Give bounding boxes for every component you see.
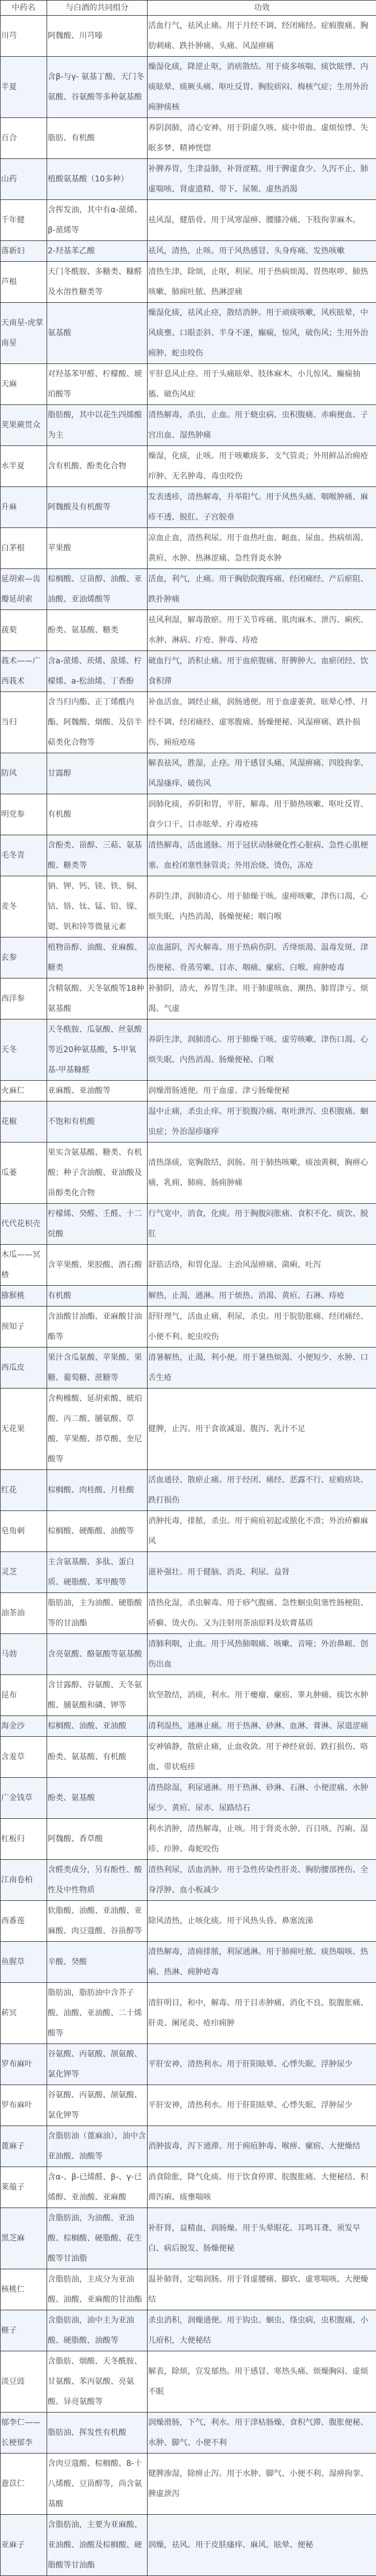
- components-cell: 甘露醇: [47, 753, 148, 794]
- components-cell: 脂肪、有机酸: [47, 118, 148, 159]
- header-effects: 功效: [148, 1, 376, 16]
- effects-cell: 清热利尿，活血消肿。用于急性传染性肝炎、胸肋腰部挫伤、全身浮肿、血小板减少: [148, 1860, 376, 1901]
- components-cell: 脂肪油，主为油酸、硬脂酸等的甘油酯: [47, 1593, 148, 1634]
- effects-cell: 清热涤痰，宽胸散结，润肠。用于肺热咳嗽，痰浊黄稠，胸痹心痛，乳痈、肺痈、肠痈肿痛: [148, 1143, 376, 1204]
- effects-cell: 软坚散结，消痰，利水。用于瘿瘤、瘰疬、睾丸肿痛、痰饮水肿: [148, 1675, 376, 1716]
- components-cell: 对羟基苯甲醛、柠檬酸、琥珀酸等: [47, 364, 148, 405]
- effects-cell: 祛风利湿，解毒散瘀。用于关节疼痛、肌肉麻木、泄泻、痢疾、水肿、淋病、疔疮、肿毒、痔疮: [148, 610, 376, 651]
- table-row: [1, 1307, 376, 1348]
- components-cell: 棕榈酸、豆甾醇、油酸、亚油酸、亚油烯酸等: [47, 569, 148, 610]
- effects-cell: 健脾，止泻。用于食欲减退、腹泻、乳汁不足: [148, 1389, 376, 1470]
- herb-name-cell: 白茅根: [1, 528, 47, 569]
- table-body: [1, 16, 376, 2576]
- effects-cell: 清热除湿，利尿通淋。用于热淋、砂淋、石淋、小便涩痛、水肿尿少、黄疸、尿赤、尿路结石: [148, 1778, 376, 1819]
- effects-cell: 燥湿化痰，祛风止痉，散结消肿。用于顽痰咳嗽，风疾眩晕，中风痰壅、口眼歪斜、半身不遂，癫痫，惊风，破伤风；生用外治痈肿、蛇虫咬伤: [148, 303, 376, 364]
- components-cell: 酚类、氨基酸、有机酸: [47, 1737, 148, 1778]
- table-row: [1, 978, 376, 1020]
- herb-name-cell: 水半夏: [1, 446, 47, 487]
- herb-name-cell: 核桃仁: [1, 2269, 47, 2310]
- components-cell: 含醛类成分，另有酚性、酸性及中性物质: [47, 1860, 148, 1901]
- table-row: [1, 1348, 376, 1389]
- components-cell: 脂肪油，脂肪油中含芥子酸、油酸、亚油酸、二十烯酸等: [47, 1983, 148, 2044]
- effects-cell: 清热生津，除烦，止呕，利尿。用于热病烦渴、胃热呕哕、肺热咳嗽、肺痈吐脓、热淋涩痛: [148, 262, 376, 303]
- effects-cell: 补肺阴，清火，养胃生津。用于肺虚咳血、潮热、肺胃津亏、烦渴、气虚: [148, 978, 376, 1020]
- herb-name-cell: 亚麻子: [1, 2515, 47, 2576]
- herb-name-cell: 天冬: [1, 1020, 47, 1081]
- table-row: [1, 753, 376, 794]
- effects-cell: 养阴润肺，清心安神。用于阴虚久咳、痰中带血、虚烦惊悸、失眠多梦、精神恍惚: [148, 118, 376, 159]
- header-row: [1, 1, 376, 16]
- herb-name-cell: 皂角刺: [1, 1511, 47, 1552]
- herb-name-cell: 延胡索—齿瓣延胡索: [1, 569, 47, 610]
- components-cell: 含脂肪油（蓖麻油），油中含亚油酸、油酸等: [47, 2126, 148, 2167]
- herb-name-cell: 山药: [1, 159, 47, 200]
- table-row: [1, 835, 376, 876]
- effects-cell: 清利湿热，通淋止痛。用于热淋、砂淋、血淋、膏淋、尿道涩痛: [148, 1716, 376, 1737]
- table-row: [1, 2351, 376, 2413]
- components-cell: 有机酸: [47, 1286, 148, 1307]
- effects-cell: 杀虫消积，润燥通便。用于钩虫、蛔虫、绦虫病，虫积腹痛，小儿疳积，大便秘结: [148, 2310, 376, 2351]
- herb-name-cell: 升麻: [1, 487, 47, 528]
- table-row: [1, 16, 376, 57]
- components-cell: 阿魏酸及有机酸等: [47, 487, 148, 528]
- components-cell: 植酸氨基酸（10多种）: [47, 159, 148, 200]
- effects-cell: 补血活血，调经止痛，润肠通便。用于血虚萎黄、眩晕心悸、月经不调、经闭痛经、虚寒腹痛、肠燥便秘、风湿痹痛、跌扑损伤、痈疽疮疡: [148, 692, 376, 753]
- herb-name-cell: 木瓜——冥楂: [1, 1245, 47, 1286]
- effects-cell: 解热，止渴，通淋。用于烦热、消渴、黄疸、石淋、痔疮: [148, 1286, 376, 1307]
- herb-name-cell: 蓖麻子: [1, 2126, 47, 2167]
- herb-name-cell: 菥冥: [1, 1983, 47, 2044]
- table-row: [1, 200, 376, 241]
- table-row: [1, 1819, 376, 1860]
- herb-name-cell: 天南星-虎掌南星: [1, 303, 47, 364]
- components-cell: 阿魏酸、川芎嗪: [47, 16, 148, 57]
- effects-cell: 润燥滑肠通便。用于血虚、津亏肠燥便秘: [148, 1081, 376, 1102]
- components-cell: 软脂酸、油酸、亚油酸、亚麻酸、肉豆蔻酸、谷甾醇等: [47, 1901, 148, 1942]
- effects-cell: 清肺利咽，止血。用于风热肺咽痛、咳嗽、音哑；外治鼻衄、创伤出血: [148, 1634, 376, 1675]
- effects-cell: 发表透疹，清热解毒，升举阳气。用于风热头痛、咽喉肿痛、麻疹不透、脱肛、子宫脱垂: [148, 487, 376, 528]
- effects-cell: 清热解毒，清痈排脓，利尿通淋。用于肺痈吐脓、痰热喘咳、热痢、热淋、痈肿疮毒: [148, 1942, 376, 1983]
- herb-name-cell: 麦冬: [1, 876, 47, 937]
- components-cell: 主含氨基酸、多肽、蛋白质、硬脂酸、苯甲酸等: [47, 1552, 148, 1593]
- effects-cell: 燥湿化痰，降逆止呕，消痞散结。用于痰多咳喘、痰饮眩悸、内痰眩晕、痰厥头痛、呕吐反胃、胸脘痞闷、梅核气症；生用外治痈肿痰核: [148, 57, 376, 118]
- effects-cell: 补脾养胃，生津益肺，补肾涩精。用于脾虚食少、久泻不止、肺虚喘咳、肾虚遗精、带下、尿频、虚热消渴: [148, 159, 376, 200]
- effects-cell: 安神镇静，散瘀止痛，止血收敛。用于神经衰弱、跌打损伤、咯血、带状疱疹: [148, 1737, 376, 1778]
- components-cell: 果汁含瓜氨酸、苹果酸、果糖、葡萄糖、蔗糖等: [47, 1348, 148, 1389]
- effects-cell: 滋补强壮。用于健脑、消炎、利尿、益肾: [148, 1552, 376, 1593]
- table-row: [1, 2454, 376, 2515]
- herb-name-cell: 淡豆豉: [1, 2351, 47, 2413]
- effects-cell: 破血行气，消积止痛。用于血瘀腹痛、肝脾肿大、血瘀闭经、饮食积滞: [148, 651, 376, 692]
- table-row: [1, 528, 376, 569]
- components-cell: 有机酸: [47, 794, 148, 835]
- table-row: [1, 1102, 376, 1143]
- components-cell: 含精氨酸、天冬氨酸等18种氨基酸: [47, 978, 148, 1020]
- components-cell: 含脂肪油，油中主为亚油酸、硬脂酸、油酸等: [47, 2310, 148, 2351]
- components-cell: 含脂肪油，为油酸、亚油酸、棕榈酸、硬脂酸、花生酸等甘油脂: [47, 2208, 148, 2269]
- effects-cell: 消肿拔毒，泻下通滞。用于痈疽肿毒、喉痹、瘰疬、大便燥结: [148, 2126, 376, 2167]
- effects-cell: 温中止痛，杀虫止痒。用于脘腹冷痛、呕吐泄泻、虫积腹痛、蛔虫症；外治湿疹瘙痒: [148, 1102, 376, 1143]
- table-row: [1, 2208, 376, 2269]
- herb-name-cell: 红花: [1, 1470, 47, 1511]
- components-cell: 含β-与γ- 氨基丁酸、天门冬氨酸、谷氨酸等多种氨基酸: [47, 57, 148, 118]
- table-row: [1, 1901, 376, 1942]
- components-cell: 含肉豆蔻酸、棕榈酸、8-十八烯酸、豆甾醇等，尚含氨基酸: [47, 2454, 148, 2515]
- components-cell: 亚麻酸、亚油酸等: [47, 1081, 148, 1102]
- herb-name-cell: 荚果蕨贯众: [1, 405, 47, 446]
- components-cell: 含α-、β-已烯醛、β-、γ-已烯醇、亚油酸、亚麻酸: [47, 2167, 148, 2208]
- table-row: [1, 364, 376, 405]
- herb-name-cell: 预知子: [1, 1307, 47, 1348]
- effects-cell: 行气宽中，消食，化痰。用于胸腹闷胀痛、食积不化、痰饮、脱肛: [148, 1204, 376, 1245]
- components-cell: 含脂肪、烟酸、天冬酰胺、甘氨酸、苯丙氨酸、亮氨酸、异亮氨酸等: [47, 2351, 148, 2413]
- components-cell: 天冬酰胺、瓜氨酸、丝氨酸等近20种氨基酸，5-甲氧基-甲基糠醛: [47, 1020, 148, 1081]
- herb-name-cell: 防风: [1, 753, 47, 794]
- herb-name-cell: 半夏: [1, 57, 47, 118]
- herb-name-cell: 猕猴桃: [1, 1286, 47, 1307]
- effects-cell: 活血，利气，止痛。用于胸肋院腹疼痛、经闭痛经、产后瘀阻、跌扑肿痛: [148, 569, 376, 610]
- effects-cell: 补肝肾，益精血，润肠燥。用于头晕眼花、耳鸣耳聋、须发早白、病后脱发、肠燥便秘: [148, 2208, 376, 2269]
- table-row: [1, 692, 376, 753]
- components-cell: 含挥发油，其中有α-蒎烯、β-蒎烯等: [47, 200, 148, 241]
- table-row: [1, 2413, 376, 2454]
- components-cell: 含有机酸、酚类化合物: [47, 446, 148, 487]
- components-cell: 氨基酸: [47, 303, 148, 364]
- herb-name-cell: 西瓜皮: [1, 1348, 47, 1389]
- effects-cell: 润燥，祛风。用于皮肤瘙痒、麻风、眩晕、便秘: [148, 2515, 376, 2576]
- herb-name-cell: 无花果: [1, 1389, 47, 1470]
- table-row: [1, 1942, 376, 1983]
- table-row: [1, 1552, 376, 1593]
- table-row: [1, 1286, 376, 1307]
- table-row: [1, 1245, 376, 1286]
- table-row: [1, 794, 376, 835]
- herb-name-cell: 莱菔子: [1, 2167, 47, 2208]
- herb-name-cell: 玄参: [1, 937, 47, 978]
- components-cell: 柠檬烯、癸醛、壬醛、十二烷酸: [47, 1204, 148, 1245]
- table-row: [1, 610, 376, 651]
- components-cell: 辛酸、癸酸: [47, 1942, 148, 1983]
- components-cell: 脂肪酸，其中以花生四烯酸为主: [47, 405, 148, 446]
- herb-name-cell: 广金钱草: [1, 1778, 47, 1819]
- table-row: [1, 2310, 376, 2351]
- table-row: [1, 1389, 376, 1470]
- effects-cell: 清热化湿，杀虫解毒。用于痧气腹痛、急性蛔虫阻塞性肠梗阻、疥癣、烫火伤。又为注射用茶油原料及软膏基质: [148, 1593, 376, 1634]
- table-row: [1, 1593, 376, 1634]
- table-row: [1, 1511, 376, 1552]
- components-cell: 果实含氨基酸、糖类、有机酸；种子含油酸、亚油酸及甾醇类化合物: [47, 1143, 148, 1204]
- herb-name-cell: 罗布麻叶: [1, 2085, 47, 2126]
- herb-name-cell: 天麻: [1, 364, 47, 405]
- effects-cell: 除风清热，止咳化痰。用于风热头昏、鼻塞流涕: [148, 1901, 376, 1942]
- table-row: [1, 1860, 376, 1901]
- effects-cell: 温补肺肾，定喘润肠。用于肾虚腰痛、脚软、虚寒喘咳、大便燥结: [148, 2269, 376, 2310]
- herb-name-cell: 落新妇: [1, 241, 47, 262]
- effects-cell: 清热解毒，杀虫，止血。用于蛲虫病、虫积腹痛、赤痢便血、子宫出血、湿热肿痛: [148, 405, 376, 446]
- herb-name-cell: 薏苡仁: [1, 2454, 47, 2515]
- herb-name-cell: 油茶油: [1, 1593, 47, 1634]
- herb-name-cell: 芦根: [1, 262, 47, 303]
- effects-cell: 平肝安神，清热利水。用于肝阳眩晕、心悸失眠、浮肿尿少: [148, 2085, 376, 2126]
- table-row: [1, 1470, 376, 1511]
- effects-cell: 舒肝理气，活血止痛，利尿，杀虫。用于脘肋胀痛、经闭痛经、小便不利、蛇虫咬伤: [148, 1307, 376, 1348]
- table-row: [1, 1778, 376, 1819]
- table-row: [1, 937, 376, 978]
- table-row: [1, 446, 376, 487]
- components-cell: 棕榈酸、油酸、亚油酸: [47, 1716, 148, 1737]
- effects-cell: 清肝明目，和中，解毒。用于目赤肿痛、消化不良、脘腹胀痛、肝炎、阑尾炎、疮疖痈肿: [148, 1983, 376, 2044]
- components-cell: 含脂肪油，主成分为亚油酸、油酸、亚麻酸的甘油酯: [47, 2269, 148, 2310]
- components-cell: 钠、钾、钙、镁、铁、铜、钴、铬、钛、锰、铅、镍、锶、钒和锌等微量元素: [47, 876, 148, 937]
- effects-cell: 舒筋活络，和胃化湿。主治风湿痹痛、菌痢、吐泻: [148, 1245, 376, 1286]
- table-row: [1, 1983, 376, 2044]
- components-cell: 酚类、氨基酸: [47, 1778, 148, 1819]
- herb-name-cell: 瓜蒌: [1, 1143, 47, 1204]
- effects-cell: 养阴生津，润肺清心。用于肺燥干咳。虚痨咳嗽，津伤口渴，心烦失眠，内热消渴，肠燥便秘；咽白喉: [148, 876, 376, 937]
- components-cell: 酚类、氨基酸、糖类: [47, 610, 148, 651]
- components-cell: 植物甾醇、油酸、亚麻酸、糖类: [47, 937, 148, 978]
- effects-cell: 润燥滑肠，下气，利水。用于津枯肠燥、食积气滞、腹胀便秘、水肿、脚气、小便不利: [148, 2413, 376, 2454]
- herb-name-cell: 黑芝麻: [1, 2208, 47, 2269]
- effects-cell: 健脾渗湿，除痹止泻。用于水肿、脚气、小便不利、湿痹拘挛、脾虚泄泻: [148, 2454, 376, 2515]
- herb-name-cell: 千年健: [1, 200, 47, 241]
- components-cell: 谷氨酸、丙氨酸、颉氨酸、氯化钾等: [47, 2044, 148, 2085]
- herb-name-cell: 百合: [1, 118, 47, 159]
- herb-name-cell: 含羞草: [1, 1737, 47, 1778]
- header-herb-name: 中药名: [1, 1, 47, 16]
- table-row: [1, 569, 376, 610]
- effects-cell: 活血通径、散瘀止痛。用于经闭、痛经、恶露不行、症瘕痞块、跌打损伤: [148, 1470, 376, 1511]
- herb-name-cell: 明党参: [1, 794, 47, 835]
- components-cell: 含甘露醇、谷氨酸、天冬氨酸、脯氨酸和磷、钾等: [47, 1675, 148, 1716]
- components-cell: 不饱和有机酸: [47, 1102, 148, 1143]
- effects-cell: 祛风，清热，止咳。用于风热感冒、头身疼痛、发热咳嗽: [148, 241, 376, 262]
- herb-name-cell: 榧子: [1, 2310, 47, 2351]
- effects-cell: 解表，除烦，宣发郁热。用于感冒、寒热头痛、烦燥胸闷、虚烦不眠: [148, 2351, 376, 2413]
- components-cell: 含油酸甘油酯、亚麻酸甘油酯等: [47, 1307, 148, 1348]
- table-header: [1, 1, 376, 16]
- components-cell: 含亮氨酸、酪氨酸等氨基酸: [47, 1634, 148, 1675]
- table-row: [1, 651, 376, 692]
- table-row: [1, 2044, 376, 2085]
- components-cell: 苹果酸: [47, 528, 148, 569]
- components-cell: 2-羟基苯乙酸: [47, 241, 148, 262]
- herb-name-cell: 罗布麻叶: [1, 2044, 47, 2085]
- herb-name-cell: 灵芝: [1, 1552, 47, 1593]
- table-row: [1, 1737, 376, 1778]
- herb-name-cell: 莪术——广西莪术: [1, 651, 47, 692]
- table-row: [1, 118, 376, 159]
- herb-name-cell: 菝葜: [1, 610, 47, 651]
- effects-cell: 解表祛风，胜湿，止痉。用于感冒头痛、风湿痹痛、四肢拘挛、风湿瘙痒、破伤风: [148, 753, 376, 794]
- herb-name-cell: 川芎: [1, 16, 47, 57]
- effects-cell: 凉血滋阴，泻火解毒。用于热病伤阴、舌绛烦渴、温毒发斑、津伤便秘、骨蒸劳嗽、目赤、咽痛、瘰疬、白喉、痈肿疮毒: [148, 937, 376, 978]
- table-row: [1, 2269, 376, 2310]
- components-cell: 含脂肪油，主要为亚麻酸、亚油酸、油酸及棕榈酸、硬脂酸等甘油酯: [47, 2515, 148, 2576]
- herb-name-cell: 西洋参: [1, 978, 47, 1020]
- effects-cell: 凉血止血，清热利尿。用于血热吐血、衄血、尿血、热病烦渴、黄疸、水肿、热淋涩痛、急性肾炎水肿: [148, 528, 376, 569]
- effects-cell: 活血行气，祛风止痛。用于月经不调、经闭痛经。症瘕腹痛、胸肋刺痛、跌扑肿痛、头痛、风湿痹痛: [148, 16, 376, 57]
- herb-name-cell: 花椒: [1, 1102, 47, 1143]
- table-row: [1, 2515, 376, 2576]
- effects-cell: 利水消肿，清热解毒，止咳。用于肾炎水肿、百日咳、泻痢、湿疹、疖肿、毒蛇咬伤: [148, 1819, 376, 1860]
- herb-name-cell: 西番莲: [1, 1901, 47, 1942]
- header-components: 与白酒的共同组分: [47, 1, 148, 16]
- components-cell: 含枸橼酸、延胡索酸、琥珀酸、丙二酸、脯氨酸、草酸、苹果酸、莽草酸、奎尼酸等: [47, 1389, 148, 1470]
- components-cell: 谷氨酸、丙氨酸、颉氨酸、氯化钾等: [47, 2085, 148, 2126]
- components-cell: 天门冬酰胺、多糖类、糠醛及水溶性糖类等: [47, 262, 148, 303]
- herb-name-cell: 毛冬青: [1, 835, 47, 876]
- components-cell: 阿魏酸、香草酸: [47, 1819, 148, 1860]
- herb-name-cell: 昆布: [1, 1675, 47, 1716]
- table-row: [1, 2085, 376, 2126]
- table-row: [1, 2126, 376, 2167]
- herb-name-cell: 马勃: [1, 1634, 47, 1675]
- herb-name-cell: 火麻仁: [1, 1081, 47, 1102]
- herb-name-cell: 代代花枳壳: [1, 1204, 47, 1245]
- components-cell: 含苹果酸、果胶酸、酒石酸: [47, 1245, 148, 1286]
- table-row: [1, 2167, 376, 2208]
- herb-name-cell: 郁李仁——长梗郁李: [1, 2413, 47, 2454]
- table-row: [1, 1675, 376, 1716]
- effects-cell: 燥湿，化痰，止咳。用于咳嗽痰多、支气管炎；外用鲜品治痈疮疖肿、无名肿毒、毒虫咬伤: [148, 446, 376, 487]
- components-cell: 含a-蒎烯、莰烯、蒎烯、柠檬烯、a-松油烯、丁香酚: [47, 651, 148, 692]
- table-row: [1, 159, 376, 200]
- herb-name-cell: 鱼腥草: [1, 1942, 47, 1983]
- components-cell: 脂肪油、挥发性有机酸: [47, 2413, 148, 2454]
- effects-cell: 祛风湿，健筋骨。用于风寒湿痹、腰膝冷痛、下肢拘挛麻木。: [148, 200, 376, 241]
- effects-cell: 平肝息风止痉。用于头痛眩晕、肢体麻木、小儿惊风、癫痫抽搐、破伤风症: [148, 364, 376, 405]
- effects-cell: 平肝安神，清热利水。用于肝阳眩晕、心悸失眠、浮肿尿少: [148, 2044, 376, 2085]
- herb-name-cell: 海金沙: [1, 1716, 47, 1737]
- effects-cell: 消食除胀，降气化痰。用于饮食停滞、脘腹胀痛、大便秘结、积滞泻痢、痰壅喘咳: [148, 2167, 376, 2208]
- components-cell: 棕榈酸、肉桂酸、月桂酸: [47, 1470, 148, 1511]
- components-cell: 含当归内酯、正丁烯酰内酯、阿魏酸、烟酸、及倍半萜类化合物等: [47, 692, 148, 753]
- table-row: [1, 241, 376, 262]
- table-row: [1, 405, 376, 446]
- table-row: [1, 1143, 376, 1204]
- effects-cell: 清热解毒，活血通脉。用于冠状动脉硬化性心脏病、急性心肌梗塞、血栓闭塞性脉管炎；外用治烧、烫伤，冻疮: [148, 835, 376, 876]
- table-row: [1, 1020, 376, 1081]
- effects-cell: 养阴生津，润肺清心。用于肺燥干咳、虚劳咳嗽、津伤口渴、心烦失眠、内热消渴、肠燥便秘、白喉: [148, 1020, 376, 1081]
- table-row: [1, 262, 376, 303]
- effects-cell: 润肺化痰，养阴和胃，平肝，解毒。用于肺热咳嗽、呕吐反胃、食少口干、目赤眩晕、疔毒疮疡: [148, 794, 376, 835]
- table-row: [1, 487, 376, 528]
- table-row: [1, 57, 376, 118]
- table-row: [1, 1204, 376, 1245]
- effects-cell: 清暑解热，止渴，利小便。用于暑热烦渴、小便短少、水肿、口舌生疮: [148, 1348, 376, 1389]
- herb-name-cell: 江南卷柏: [1, 1860, 47, 1901]
- herb-name-cell: 杠板归: [1, 1819, 47, 1860]
- components-cell: 棕榈酸、硬酯酸、油酸等: [47, 1511, 148, 1552]
- table-row: [1, 1716, 376, 1737]
- components-cell: 含酚类、甾醇、三萜、氨基酸、糖类等: [47, 835, 148, 876]
- table-row: [1, 303, 376, 364]
- table-row: [1, 1634, 376, 1675]
- table-row: [1, 876, 376, 937]
- table-row: [1, 1081, 376, 1102]
- herb-name-cell: 当归: [1, 692, 47, 753]
- effects-cell: 消肿托毒，排脓，杀虫。用于痈疽初起或脓化不溃；外治疥癣麻风: [148, 1511, 376, 1552]
